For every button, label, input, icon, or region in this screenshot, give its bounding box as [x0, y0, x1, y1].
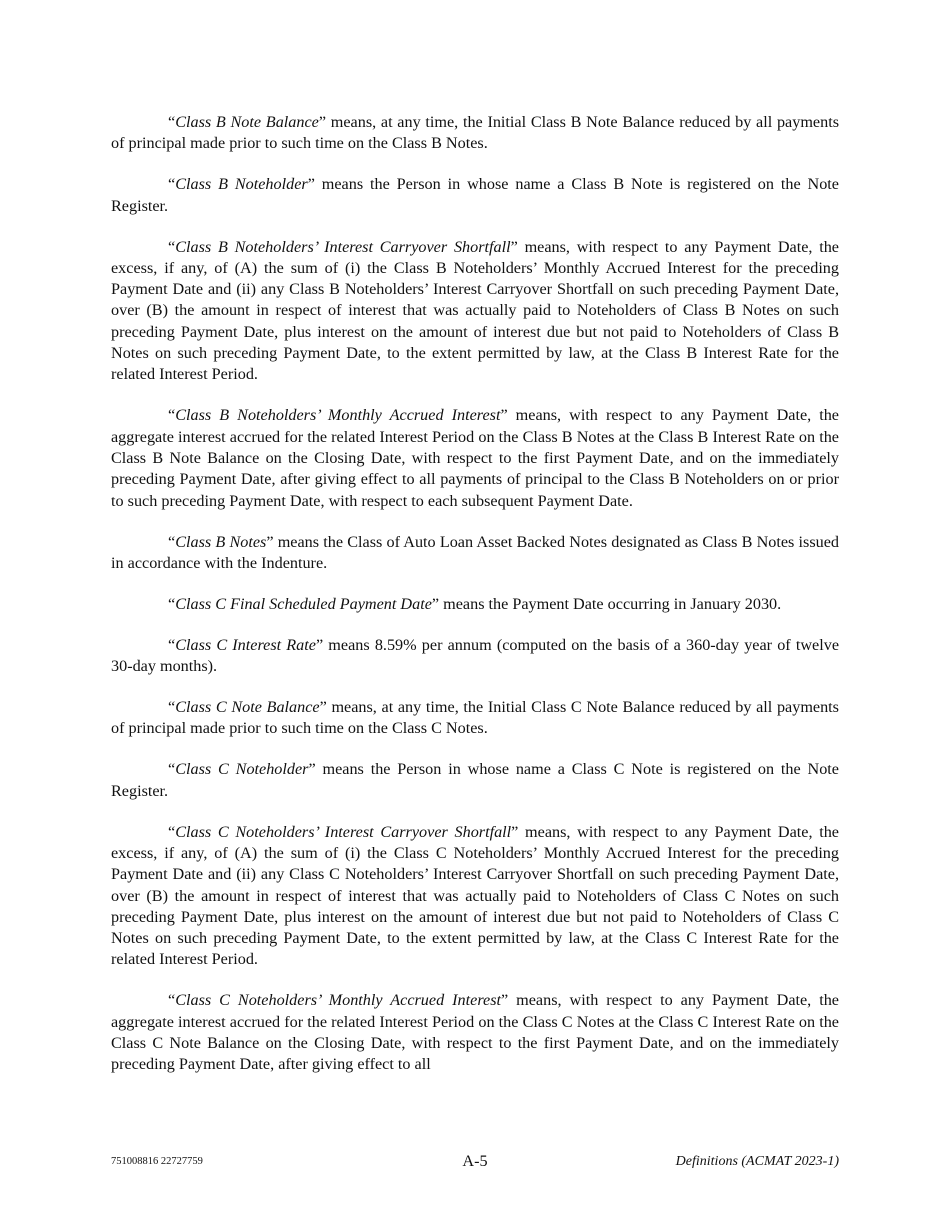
definition-text: ” means, at any time, the Initial Class C Note Balance reduced by all payments of principal made prior to such time on the Class C Notes.	[111, 698, 839, 738]
page-footer	[111, 1152, 839, 1176]
defined-term: Class B Noteholders’ Monthly Accrued Interest	[175, 406, 501, 425]
definition-text: ” means the Person in whose name a Class C Note is registered on the Note Register.	[111, 760, 839, 800]
defined-term: Class C Noteholder	[175, 760, 309, 779]
definition-text: ” means the Person in whose name a Class B Note is registered on the Note Register.	[111, 175, 839, 215]
definition-paragraph: “Class C Final Scheduled Payment Date” means the Payment Date occurring in January 2030.	[168, 594, 782, 613]
definition-paragraph: “Class C Noteholders’ Interest Carryover Shortfall” means, with respect to any Payment Date, the excess, if any, of (A) the sum of (i) the Class C Noteholders’ Monthly Accrued Interest for the preceding Payment Date and (ii) any Class C Noteholders’ Interest Carryover Shortfall on such preceding Payment Date, over (B) the amount in respect of interest that was actually paid to Noteholders of Class C Notes on such preceding Payment Date, plus interest on the amount of interest due but not paid to Noteholders of Class C Notes on such preceding Payment Date, to the extent permitted by law, at the Class C Interest Rate for the related Interest Period.	[111, 822, 839, 969]
defined-term: Class C Noteholders’ Monthly Accrued Interest	[175, 991, 501, 1010]
defined-term: Class B Noteholder	[175, 175, 308, 194]
definition-paragraph: “Class B Note Balance” means, at any time, the Initial Class B Note Balance reduced by all payments of principal made prior to such time on the Class B Notes.	[111, 113, 840, 153]
definition-text: ” means, with respect to any Payment Date, the excess, if any, of (A) the sum of (i) the Class C Noteholders’ Monthly Accrued Interest for the preceding Payment Date and (ii) any Class C Noteholders’ Interest Carryover Shortfall on such preceding Payment Date, over (B) the amount in respect of interest that was actually paid to Noteholders of Class C Notes on such preceding Payment Date, plus interest on the amount of interest due but not paid to Noteholders of Class C Notes on such preceding Payment Date, to the extent permitted by law, at the Class C Interest Rate for the related Interest Period.	[111, 822, 839, 969]
defined-term: Class B Note Balance	[175, 113, 319, 131]
document-id: 751008816 22727759	[111, 1156, 203, 1167]
defined-term: Class C Final Scheduled Payment Date	[175, 594, 432, 613]
defined-term: Class B Noteholders’ Interest Carryover Shortfall	[175, 237, 511, 256]
defined-term: Class C Noteholders’ Interest Carryover Shortfall	[175, 822, 512, 841]
definition-paragraph: “Class B Notes” means the Class of Auto Loan Asset Backed Notes designated as Class B Notes issued in accordance with the Indenture.	[111, 532, 839, 572]
definition-paragraph: “Class C Noteholder” means the Person in whose name a Class C Note is registered on the Note Register.	[111, 760, 839, 800]
definition-text: ” means the Class of Auto Loan Asset Backed Notes designated as Class B Notes issued in accordance with the Indenture.	[111, 532, 839, 572]
definition-paragraph: “Class B Noteholder” means the Person in whose name a Class B Note is registered on the Note Register.	[111, 175, 839, 215]
defined-term: Class B Notes	[175, 532, 267, 551]
definition-paragraph: “Class C Note Balance” means, at any time, the Initial Class C Note Balance reduced by all payments of principal made prior to such time on the Class C Notes.	[111, 698, 839, 738]
definition-text: ” means the Payment Date occurring in January 2030.	[431, 594, 782, 613]
defined-term: Class C Note Balance	[175, 698, 320, 717]
page-number: A-5	[462, 1152, 488, 1170]
definition-text: ” means, with respect to any Payment Date, the excess, if any, of (A) the sum of (i) the Class B Noteholders’ Monthly Accrued Interest for the preceding Payment Date and (ii) any Class B Noteholders’ Interest Carryover Shortfall on such preceding Payment Date, over (B) the amount in respect of interest that was actually paid to Noteholders of Class B Notes on such preceding Payment Date, plus interest on the amount of interest due but not paid to Noteholders of Class B Notes on such preceding Payment Date, to the extent permitted by law, at the Class B Interest Rate for the related Interest Period.	[111, 237, 839, 384]
footer-title: Definitions (ACMAT 2023-1)	[675, 1154, 839, 1169]
definition-paragraph: “Class C Interest Rate” means 8.59% per annum (computed on the basis of a 360-day year of twelve 30-day months).	[111, 635, 840, 676]
definition-text: ” means, with respect to any Payment Date, the aggregate interest accrued for the related Interest Period on the Class B Notes at the Class B Interest Rate on the Class B Note Balance on the Closing Date, with respect to the first Payment Date, and on the immediately preceding Payment Date, after giving effect to all payments of principal to the Class B Noteholders on or prior to such preceding Payment Date, with respect to each subsequent Payment Date.	[111, 406, 839, 510]
definition-text: ” means 8.59% per annum (computed on the basis of a 360-day year of twelve 30-day months).	[111, 635, 840, 676]
defined-term: Class C Interest Rate	[175, 635, 316, 654]
definitions-body	[111, 112, 839, 1095]
definition-paragraph: “Class C Noteholders’ Monthly Accrued Interest” means, with respect to any Payment Date, the aggregate interest accrued for the related Interest Period on the Class C Notes at the Class C Interest Rate on the Class C Note Balance on the Closing Date, with respect to the first Payment Date, and on the immediately preceding Payment Date, after giving effect to all	[111, 991, 839, 1074]
definition-text: ” means, with respect to any Payment Date, the aggregate interest accrued for the related Interest Period on the Class C Notes at the Class C Interest Rate on the Class C Note Balance on the Closing Date, with respect to the first Payment Date, and on the immediately preceding Payment Date, after giving effect to all	[111, 991, 839, 1074]
definition-text: ” means, at any time, the Initial Class B Note Balance reduced by all payments of principal made prior to such time on the Class B Notes.	[111, 113, 840, 153]
definition-paragraph: “Class B Noteholders’ Interest Carryover Shortfall” means, with respect to any Payment Date, the excess, if any, of (A) the sum of (i) the Class B Noteholders’ Monthly Accrued Interest for the preceding Payment Date and (ii) any Class B Noteholders’ Interest Carryover Shortfall on such preceding Payment Date, over (B) the amount in respect of interest that was actually paid to Noteholders of Class B Notes on such preceding Payment Date, plus interest on the amount of interest due but not paid to Noteholders of Class B Notes on such preceding Payment Date, to the extent permitted by law, at the Class B Interest Rate for the related Interest Period.	[111, 237, 839, 384]
definition-paragraph: “Class B Noteholders’ Monthly Accrued Interest” means, with respect to any Payment Date, the aggregate interest accrued for the related Interest Period on the Class B Notes at the Class B Interest Rate on the Class B Note Balance on the Closing Date, with respect to the first Payment Date, and on the immediately preceding Payment Date, after giving effect to all payments of principal to the Class B Noteholders on or prior to such preceding Payment Date, with respect to each subsequent Payment Date.	[111, 406, 839, 510]
